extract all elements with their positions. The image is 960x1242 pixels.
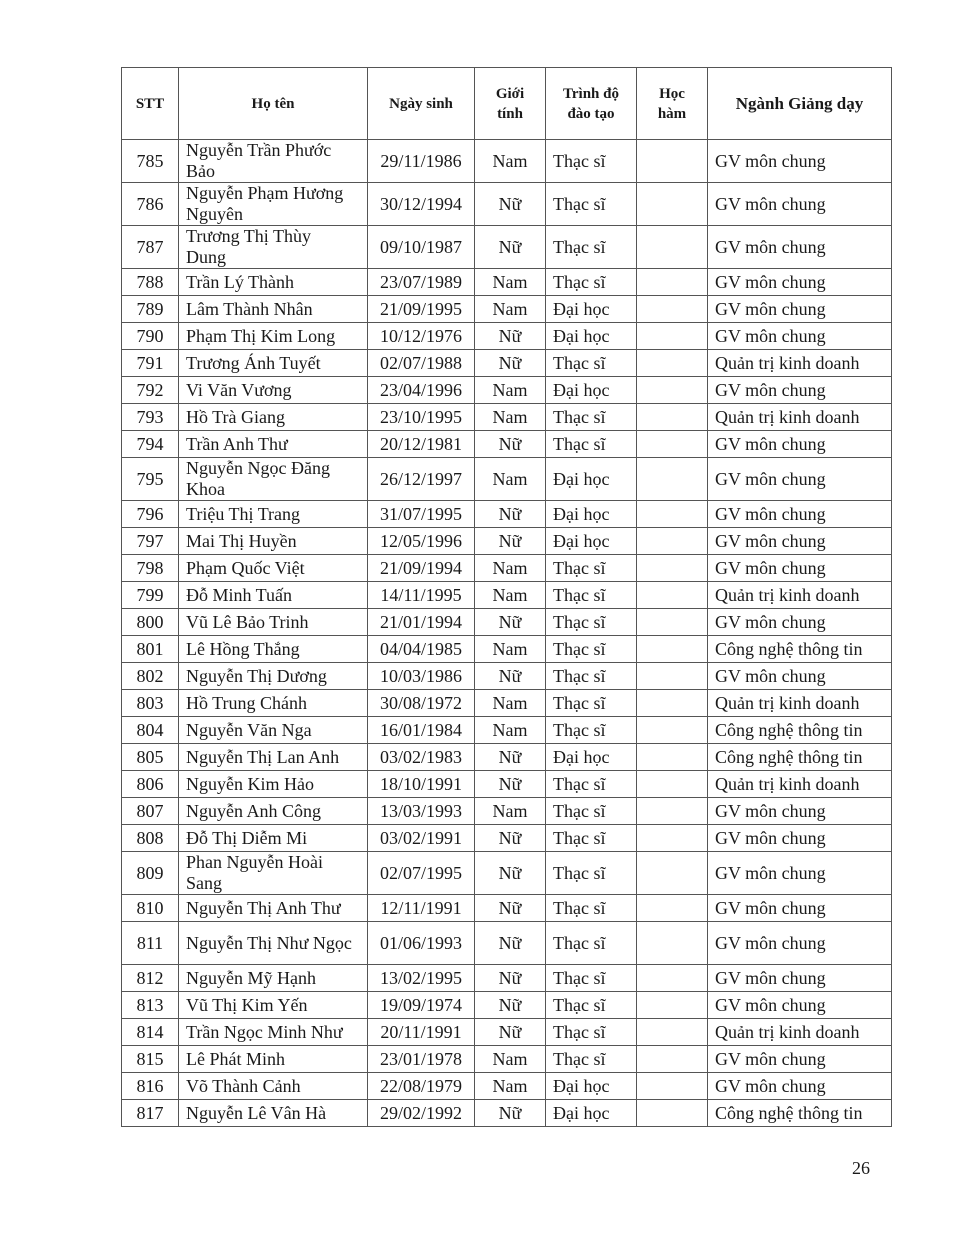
cell-name: Lâm Thành Nhân xyxy=(179,296,368,323)
header-hoc-ham: Học hàm xyxy=(637,68,708,140)
cell-name: Phan Nguyễn Hoài Sang xyxy=(179,852,368,895)
cell-title xyxy=(637,717,708,744)
cell-title xyxy=(637,1019,708,1046)
cell-field: GV môn chung xyxy=(708,1073,892,1100)
cell-degree: Đại học xyxy=(546,501,637,528)
cell-name: Nguyễn Trần Phước Bảo xyxy=(179,140,368,183)
cell-title xyxy=(637,140,708,183)
cell-name: Phạm Quốc Việt xyxy=(179,555,368,582)
cell-name: Nguyễn Mỹ Hạnh xyxy=(179,965,368,992)
cell-stt: 806 xyxy=(122,771,179,798)
cell-dob: 21/09/1994 xyxy=(368,555,475,582)
cell-gender: Nam xyxy=(475,404,546,431)
cell-title xyxy=(637,377,708,404)
cell-dob: 23/04/1996 xyxy=(368,377,475,404)
cell-field: Quản trị kinh doanh xyxy=(708,1019,892,1046)
cell-dob: 22/08/1979 xyxy=(368,1073,475,1100)
cell-field: GV môn chung xyxy=(708,825,892,852)
cell-title xyxy=(637,323,708,350)
table-row xyxy=(122,431,892,458)
cell-name: Mai Thị Huyền xyxy=(179,528,368,555)
cell-dob: 02/07/1988 xyxy=(368,350,475,377)
cell-name: Trương Ánh Tuyết xyxy=(179,350,368,377)
cell-stt: 787 xyxy=(122,226,179,269)
cell-title xyxy=(637,1073,708,1100)
table-row xyxy=(122,323,892,350)
cell-field: GV môn chung xyxy=(708,226,892,269)
cell-title xyxy=(637,296,708,323)
table-row xyxy=(122,404,892,431)
cell-title xyxy=(637,350,708,377)
cell-degree: Thạc sĩ xyxy=(546,825,637,852)
cell-name: Trần Lý Thành xyxy=(179,269,368,296)
cell-name: Lê Phát Minh xyxy=(179,1046,368,1073)
cell-gender: Nữ xyxy=(475,528,546,555)
table-row xyxy=(122,922,892,965)
cell-dob: 03/02/1983 xyxy=(368,744,475,771)
cell-title xyxy=(637,226,708,269)
cell-degree: Thạc sĩ xyxy=(546,771,637,798)
cell-gender: Nữ xyxy=(475,350,546,377)
cell-gender: Nữ xyxy=(475,771,546,798)
cell-name: Vũ Lê Bảo Trinh xyxy=(179,609,368,636)
cell-title xyxy=(637,431,708,458)
header-nganh: Ngành Giảng dạy xyxy=(708,68,892,140)
cell-degree: Đại học xyxy=(546,744,637,771)
cell-stt: 802 xyxy=(122,663,179,690)
cell-gender: Nam xyxy=(475,798,546,825)
table-row xyxy=(122,1046,892,1073)
cell-dob: 23/07/1989 xyxy=(368,269,475,296)
cell-dob: 04/04/1985 xyxy=(368,636,475,663)
cell-stt: 799 xyxy=(122,582,179,609)
cell-name: Nguyễn Thị Anh Thư xyxy=(179,895,368,922)
cell-field: Quản trị kinh doanh xyxy=(708,404,892,431)
cell-gender: Nam xyxy=(475,582,546,609)
cell-field: Công nghệ thông tin xyxy=(708,1100,892,1127)
table-row xyxy=(122,582,892,609)
cell-degree: Đại học xyxy=(546,528,637,555)
cell-stt: 813 xyxy=(122,992,179,1019)
cell-title xyxy=(637,992,708,1019)
cell-name: Nguyễn Ngọc Đăng Khoa xyxy=(179,458,368,501)
table-row xyxy=(122,1073,892,1100)
cell-title xyxy=(637,922,708,965)
cell-gender: Nam xyxy=(475,296,546,323)
table-header-row xyxy=(122,68,892,140)
cell-dob: 14/11/1995 xyxy=(368,582,475,609)
cell-degree: Thạc sĩ xyxy=(546,431,637,458)
cell-name: Nguyễn Văn Nga xyxy=(179,717,368,744)
cell-dob: 30/12/1994 xyxy=(368,183,475,226)
table-row xyxy=(122,744,892,771)
table-row xyxy=(122,269,892,296)
cell-degree: Thạc sĩ xyxy=(546,690,637,717)
cell-gender: Nữ xyxy=(475,895,546,922)
cell-name: Lê Hồng Thắng xyxy=(179,636,368,663)
cell-degree: Thạc sĩ xyxy=(546,404,637,431)
cell-field: Công nghệ thông tin xyxy=(708,636,892,663)
cell-degree: Đại học xyxy=(546,377,637,404)
cell-title xyxy=(637,269,708,296)
cell-gender: Nữ xyxy=(475,663,546,690)
cell-stt: 788 xyxy=(122,269,179,296)
cell-field: GV môn chung xyxy=(708,323,892,350)
cell-gender: Nam xyxy=(475,140,546,183)
cell-field: GV môn chung xyxy=(708,431,892,458)
cell-degree: Thạc sĩ xyxy=(546,269,637,296)
cell-stt: 805 xyxy=(122,744,179,771)
cell-field: Công nghệ thông tin xyxy=(708,717,892,744)
cell-title xyxy=(637,458,708,501)
table-row xyxy=(122,717,892,744)
cell-dob: 21/09/1995 xyxy=(368,296,475,323)
table-row xyxy=(122,296,892,323)
cell-gender: Nữ xyxy=(475,965,546,992)
cell-title xyxy=(637,636,708,663)
table-row xyxy=(122,1019,892,1046)
cell-gender: Nữ xyxy=(475,992,546,1019)
table-row xyxy=(122,771,892,798)
page-number: 26 xyxy=(852,1158,870,1178)
table-row xyxy=(122,501,892,528)
header-ho-ten: Họ tên xyxy=(179,68,368,140)
cell-stt: 785 xyxy=(122,140,179,183)
cell-field: GV môn chung xyxy=(708,377,892,404)
cell-gender: Nam xyxy=(475,269,546,296)
cell-title xyxy=(637,582,708,609)
cell-name: Hồ Trung Chánh xyxy=(179,690,368,717)
cell-field: Công nghệ thông tin xyxy=(708,744,892,771)
cell-dob: 21/01/1994 xyxy=(368,609,475,636)
cell-name: Trần Ngọc Minh Như xyxy=(179,1019,368,1046)
cell-dob: 20/12/1981 xyxy=(368,431,475,458)
cell-gender: Nam xyxy=(475,1073,546,1100)
cell-field: GV môn chung xyxy=(708,528,892,555)
cell-dob: 03/02/1991 xyxy=(368,825,475,852)
cell-name: Trần Anh Thư xyxy=(179,431,368,458)
cell-degree: Đại học xyxy=(546,1073,637,1100)
cell-stt: 801 xyxy=(122,636,179,663)
cell-dob: 23/10/1995 xyxy=(368,404,475,431)
cell-stt: 800 xyxy=(122,609,179,636)
cell-gender: Nữ xyxy=(475,852,546,895)
cell-dob: 29/02/1992 xyxy=(368,1100,475,1127)
cell-stt: 809 xyxy=(122,852,179,895)
table-row xyxy=(122,965,892,992)
cell-stt: 794 xyxy=(122,431,179,458)
cell-name: Nguyễn Thị Như Ngọc xyxy=(179,922,368,965)
cell-stt: 798 xyxy=(122,555,179,582)
cell-field: GV môn chung xyxy=(708,922,892,965)
cell-dob: 02/07/1995 xyxy=(368,852,475,895)
cell-dob: 31/07/1995 xyxy=(368,501,475,528)
cell-name: Nguyễn Kim Hảo xyxy=(179,771,368,798)
cell-gender: Nam xyxy=(475,1046,546,1073)
cell-stt: 791 xyxy=(122,350,179,377)
table-row xyxy=(122,636,892,663)
table-row xyxy=(122,555,892,582)
cell-degree: Thạc sĩ xyxy=(546,609,637,636)
cell-field: GV môn chung xyxy=(708,1046,892,1073)
cell-degree: Thạc sĩ xyxy=(546,663,637,690)
table-row xyxy=(122,690,892,717)
table-row xyxy=(122,992,892,1019)
cell-name: Hồ Trà Giang xyxy=(179,404,368,431)
cell-gender: Nam xyxy=(475,377,546,404)
cell-field: GV môn chung xyxy=(708,140,892,183)
cell-dob: 23/01/1978 xyxy=(368,1046,475,1073)
cell-title xyxy=(637,771,708,798)
cell-title xyxy=(637,1100,708,1127)
cell-gender: Nữ xyxy=(475,226,546,269)
cell-degree: Thạc sĩ xyxy=(546,717,637,744)
cell-name: Nguyễn Phạm Hương Nguyên xyxy=(179,183,368,226)
cell-dob: 13/02/1995 xyxy=(368,965,475,992)
cell-dob: 12/05/1996 xyxy=(368,528,475,555)
cell-field: Quản trị kinh doanh xyxy=(708,690,892,717)
cell-name: Nguyễn Lê Vân Hà xyxy=(179,1100,368,1127)
cell-degree: Đại học xyxy=(546,296,637,323)
cell-name: Nguyễn Anh Công xyxy=(179,798,368,825)
table-row xyxy=(122,852,892,895)
cell-dob: 10/03/1986 xyxy=(368,663,475,690)
cell-gender: Nữ xyxy=(475,323,546,350)
cell-degree: Thạc sĩ xyxy=(546,992,637,1019)
cell-degree: Thạc sĩ xyxy=(546,350,637,377)
cell-name: Vi Văn Vương xyxy=(179,377,368,404)
cell-field: GV môn chung xyxy=(708,992,892,1019)
cell-gender: Nữ xyxy=(475,825,546,852)
table-row xyxy=(122,663,892,690)
cell-field: GV môn chung xyxy=(708,183,892,226)
header-ngay-sinh: Ngày sinh xyxy=(368,68,475,140)
cell-degree: Thạc sĩ xyxy=(546,922,637,965)
cell-degree: Đại học xyxy=(546,458,637,501)
table-row xyxy=(122,458,892,501)
cell-stt: 816 xyxy=(122,1073,179,1100)
cell-stt: 795 xyxy=(122,458,179,501)
cell-name: Đỗ Thị Diễm Mi xyxy=(179,825,368,852)
table-row xyxy=(122,528,892,555)
table-row xyxy=(122,609,892,636)
cell-dob: 18/10/1991 xyxy=(368,771,475,798)
cell-gender: Nam xyxy=(475,555,546,582)
cell-title xyxy=(637,183,708,226)
cell-dob: 01/06/1993 xyxy=(368,922,475,965)
cell-name: Võ Thành Cảnh xyxy=(179,1073,368,1100)
cell-degree: Thạc sĩ xyxy=(546,183,637,226)
cell-dob: 10/12/1976 xyxy=(368,323,475,350)
cell-stt: 812 xyxy=(122,965,179,992)
cell-degree: Thạc sĩ xyxy=(546,555,637,582)
cell-field: GV môn chung xyxy=(708,269,892,296)
cell-title xyxy=(637,501,708,528)
cell-dob: 26/12/1997 xyxy=(368,458,475,501)
header-trinh-do: Trình độ đào tạo xyxy=(546,68,637,140)
cell-stt: 804 xyxy=(122,717,179,744)
cell-dob: 30/08/1972 xyxy=(368,690,475,717)
cell-stt: 815 xyxy=(122,1046,179,1073)
cell-degree: Đại học xyxy=(546,1100,637,1127)
cell-field: GV môn chung xyxy=(708,852,892,895)
cell-title xyxy=(637,528,708,555)
cell-degree: Thạc sĩ xyxy=(546,226,637,269)
cell-stt: 803 xyxy=(122,690,179,717)
table-row xyxy=(122,350,892,377)
cell-stt: 792 xyxy=(122,377,179,404)
cell-title xyxy=(637,825,708,852)
table-row xyxy=(122,140,892,183)
header-gioi-tinh: Giới tính xyxy=(475,68,546,140)
cell-degree: Thạc sĩ xyxy=(546,965,637,992)
cell-field: GV môn chung xyxy=(708,663,892,690)
cell-degree: Thạc sĩ xyxy=(546,1019,637,1046)
header-stt: STT xyxy=(122,68,179,140)
cell-dob: 12/11/1991 xyxy=(368,895,475,922)
cell-gender: Nữ xyxy=(475,1019,546,1046)
cell-degree: Thạc sĩ xyxy=(546,798,637,825)
cell-degree: Thạc sĩ xyxy=(546,1046,637,1073)
cell-gender: Nam xyxy=(475,717,546,744)
cell-field: Quản trị kinh doanh xyxy=(708,771,892,798)
cell-stt: 786 xyxy=(122,183,179,226)
cell-field: GV môn chung xyxy=(708,609,892,636)
cell-degree: Thạc sĩ xyxy=(546,895,637,922)
cell-gender: Nữ xyxy=(475,609,546,636)
cell-title xyxy=(637,965,708,992)
cell-stt: 793 xyxy=(122,404,179,431)
cell-title xyxy=(637,895,708,922)
cell-field: Quản trị kinh doanh xyxy=(708,582,892,609)
cell-name: Vũ Thị Kim Yến xyxy=(179,992,368,1019)
table-row xyxy=(122,183,892,226)
cell-field: GV môn chung xyxy=(708,895,892,922)
cell-dob: 20/11/1991 xyxy=(368,1019,475,1046)
cell-field: Quản trị kinh doanh xyxy=(708,350,892,377)
cell-gender: Nữ xyxy=(475,183,546,226)
cell-field: GV môn chung xyxy=(708,458,892,501)
cell-gender: Nam xyxy=(475,690,546,717)
cell-title xyxy=(637,1046,708,1073)
cell-gender: Nữ xyxy=(475,1100,546,1127)
cell-field: GV môn chung xyxy=(708,965,892,992)
cell-stt: 817 xyxy=(122,1100,179,1127)
cell-title xyxy=(637,690,708,717)
cell-title xyxy=(637,852,708,895)
cell-field: GV môn chung xyxy=(708,798,892,825)
cell-stt: 810 xyxy=(122,895,179,922)
table-row xyxy=(122,798,892,825)
cell-stt: 796 xyxy=(122,501,179,528)
cell-degree: Thạc sĩ xyxy=(546,582,637,609)
staff-table xyxy=(121,67,892,1127)
cell-stt: 797 xyxy=(122,528,179,555)
cell-title xyxy=(637,663,708,690)
cell-degree: Thạc sĩ xyxy=(546,852,637,895)
cell-dob: 19/09/1974 xyxy=(368,992,475,1019)
cell-gender: Nữ xyxy=(475,431,546,458)
cell-dob: 09/10/1987 xyxy=(368,226,475,269)
cell-stt: 790 xyxy=(122,323,179,350)
cell-gender: Nữ xyxy=(475,922,546,965)
cell-name: Đỗ Minh Tuấn xyxy=(179,582,368,609)
cell-stt: 814 xyxy=(122,1019,179,1046)
cell-dob: 29/11/1986 xyxy=(368,140,475,183)
cell-stt: 789 xyxy=(122,296,179,323)
cell-name: Nguyễn Thị Lan Anh xyxy=(179,744,368,771)
cell-degree: Đại học xyxy=(546,323,637,350)
cell-field: GV môn chung xyxy=(708,501,892,528)
cell-degree: Thạc sĩ xyxy=(546,636,637,663)
cell-title xyxy=(637,798,708,825)
table-row xyxy=(122,1100,892,1127)
table-row xyxy=(122,226,892,269)
cell-name: Trương Thị Thùy Dung xyxy=(179,226,368,269)
table-row xyxy=(122,377,892,404)
cell-field: GV môn chung xyxy=(708,296,892,323)
cell-stt: 808 xyxy=(122,825,179,852)
cell-dob: 13/03/1993 xyxy=(368,798,475,825)
cell-field: GV môn chung xyxy=(708,555,892,582)
cell-dob: 16/01/1984 xyxy=(368,717,475,744)
cell-stt: 807 xyxy=(122,798,179,825)
cell-degree: Thạc sĩ xyxy=(546,140,637,183)
cell-name: Triệu Thị Trang xyxy=(179,501,368,528)
cell-gender: Nam xyxy=(475,636,546,663)
cell-stt: 811 xyxy=(122,922,179,965)
cell-title xyxy=(637,555,708,582)
cell-gender: Nam xyxy=(475,458,546,501)
table-row xyxy=(122,895,892,922)
cell-gender: Nữ xyxy=(475,501,546,528)
table-row xyxy=(122,825,892,852)
cell-title xyxy=(637,404,708,431)
cell-gender: Nữ xyxy=(475,744,546,771)
cell-name: Phạm Thị Kim Long xyxy=(179,323,368,350)
cell-title xyxy=(637,744,708,771)
cell-title xyxy=(637,609,708,636)
cell-name: Nguyễn Thị Dương xyxy=(179,663,368,690)
